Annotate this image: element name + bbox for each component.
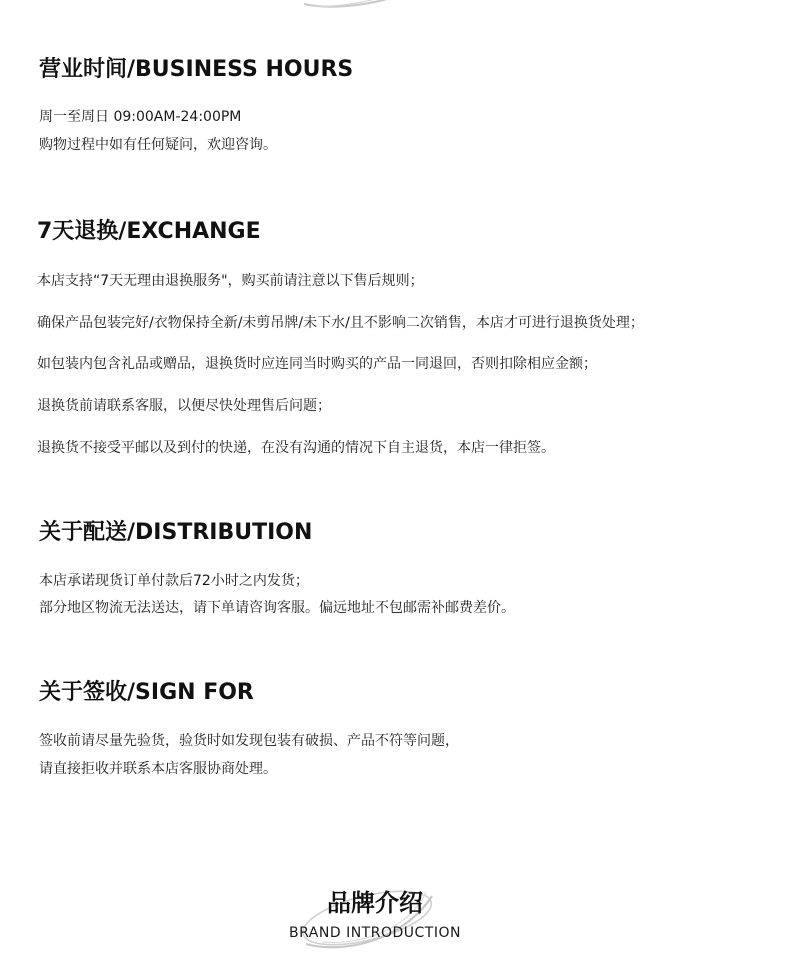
business-hours-title: 营业时间/BUSINESS HOURS — [39, 57, 354, 82]
exchange-title: 7天退换/EXCHANGE — [37, 219, 261, 244]
exchange-line-2: 确保产品包装完好/衣物保持全新/未剪吊牌/未下水/且不影响二次销售，本店才可进行退换货处理； — [37, 315, 644, 331]
exchange-line-4: 退换货前请联系客服，以便尽快处理售后问题； — [37, 398, 331, 414]
business-hours-line-1: 周一至周日 09:00AM-24:00PM — [39, 109, 242, 125]
sign-for-line-2: 请直接拒收并联系本店客服协商处理。 — [39, 761, 277, 777]
business-hours-line-2: 购物过程中如有任何疑问，欢迎咨询。 — [39, 137, 277, 153]
distribution-line-1: 本店承诺现货订单付款后72小时之内发货； — [39, 573, 309, 589]
exchange-line-3: 如包装内包含礼品或赠品，退换货时应连同当时购买的产品一同退回，否则扣除相应金额； — [37, 356, 597, 372]
distribution-title: 关于配送/DISTRIBUTION — [39, 520, 313, 545]
exchange-line-5: 退换货不接受平邮以及到付的快递，在没有沟通的情况下自主退货，本店一律拒签。 — [37, 440, 555, 456]
brand-introduction-header — [240, 880, 510, 960]
sign-for-line-1: 签收前请尽量先验货，验货时如发现包装有破损、产品不符等问题， — [39, 733, 459, 749]
brand-introduction-subtitle: BRAND INTRODUCTION — [289, 925, 461, 941]
exchange-line-1: 本店支持“7天无理由退换服务"，购买前请注意以下售后规则； — [37, 273, 424, 289]
distribution-line-2: 部分地区物流无法送达，请下单请咨询客服。偏远地址不包邮需补邮费差价。 — [39, 600, 515, 616]
top-swoosh-logo-icon — [300, 0, 420, 8]
sign-for-title: 关于签收/SIGN FOR — [39, 680, 254, 705]
brand-introduction-title: 品牌介绍 — [327, 889, 423, 917]
